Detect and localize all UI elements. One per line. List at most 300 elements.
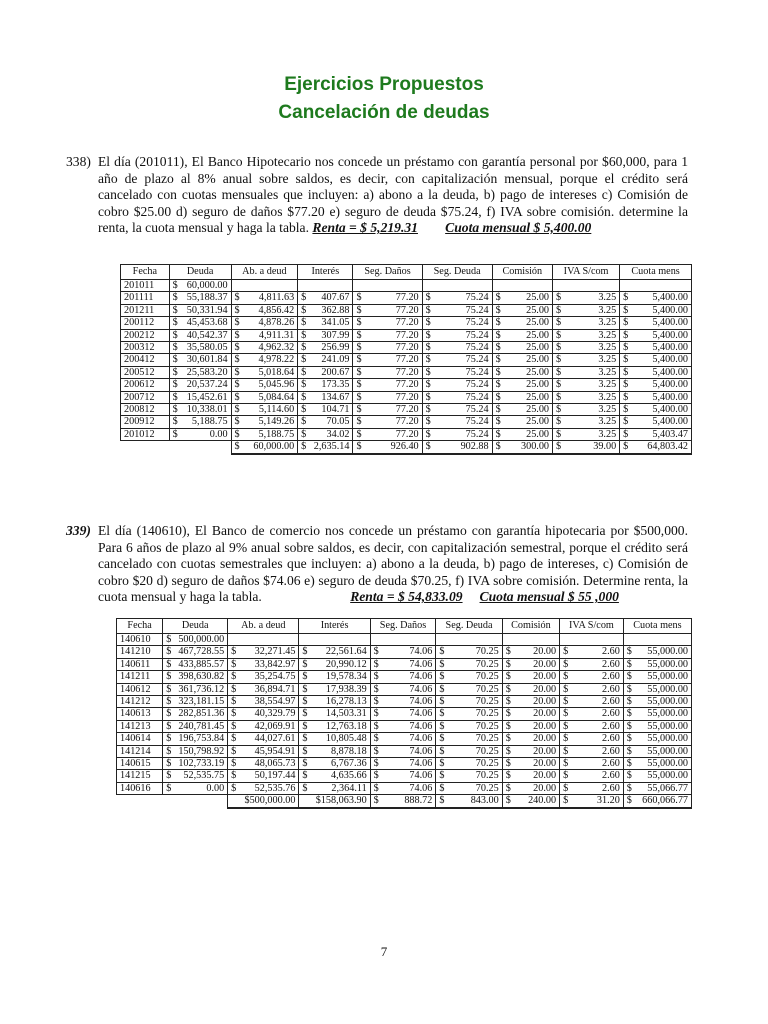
amount-cell: $ 70.05 xyxy=(298,416,353,428)
amount-cell: $ 75.24 xyxy=(422,292,492,304)
total-cell: $ 2,635.14 xyxy=(298,441,353,454)
amount-cell: $ 20.00 xyxy=(502,646,559,658)
amount-cell: $ 5,400.00 xyxy=(620,317,692,329)
amount-cell: $ 398,630.82 xyxy=(163,671,228,683)
amount-cell: $ 77.20 xyxy=(353,428,422,440)
amount-cell: $ 75.24 xyxy=(422,404,492,416)
amount-cell: $ 77.20 xyxy=(353,342,422,354)
amount-cell: $ 70.25 xyxy=(436,696,502,708)
amount-cell: $ 25.00 xyxy=(492,379,552,391)
amount-cell: $ 5,400.00 xyxy=(620,366,692,378)
column-header: IVA S/com xyxy=(560,619,624,634)
date-cell: 200212 xyxy=(121,329,170,341)
amount-cell: $ 75.24 xyxy=(422,428,492,440)
amount-cell xyxy=(231,280,298,292)
amount-cell: $ 77.20 xyxy=(353,391,422,403)
amount-cell: $ 77.20 xyxy=(353,317,422,329)
table-row xyxy=(117,770,692,782)
total-cell: $ 39.00 xyxy=(553,441,620,454)
amount-cell: $ 10,805.48 xyxy=(299,733,370,745)
amount-cell: $ 74.06 xyxy=(370,646,436,658)
amount-cell: $ 75.24 xyxy=(422,304,492,316)
amount-cell: $ 20.00 xyxy=(502,720,559,732)
table-row xyxy=(121,416,692,428)
amount-cell: $ 2.60 xyxy=(560,696,624,708)
amount-cell: $ 75.24 xyxy=(422,329,492,341)
amount-cell: $ 77.20 xyxy=(353,379,422,391)
column-header: Ab. a deud xyxy=(231,265,298,280)
amount-cell: $ 50,331.94 xyxy=(169,304,231,316)
amount-cell: $ 5,400.00 xyxy=(620,342,692,354)
amount-cell: $ 17,938.39 xyxy=(299,683,370,695)
amount-cell: $ 362.88 xyxy=(298,304,353,316)
table-row xyxy=(117,758,692,770)
table-row xyxy=(117,782,692,794)
amount-cell: $ 55,000.00 xyxy=(623,646,691,658)
amount-cell: $ 55,000.00 xyxy=(623,770,691,782)
amount-cell xyxy=(422,280,492,292)
table-row xyxy=(121,342,692,354)
amount-cell: $ 25.00 xyxy=(492,366,552,378)
amount-cell: $ 20.00 xyxy=(502,708,559,720)
date-cell: 140611 xyxy=(117,658,163,670)
amount-cell: $ 25.00 xyxy=(492,342,552,354)
answer-renta: Renta = $ 54,833.09 xyxy=(350,589,463,604)
amount-cell: $ 55,000.00 xyxy=(623,696,691,708)
amount-cell: $ 75.24 xyxy=(422,366,492,378)
column-header: Deuda xyxy=(169,265,231,280)
column-header: Cuota mens xyxy=(623,619,691,634)
total-cell: $ 60,000.00 xyxy=(231,441,298,454)
answer-cuota: Cuota mensual $ 5,400.00 xyxy=(445,220,592,235)
date-cell: 201211 xyxy=(121,304,170,316)
amount-cell: $ 45,954.91 xyxy=(228,745,299,757)
totals-row xyxy=(117,795,692,808)
amount-cell: $ 2.60 xyxy=(560,646,624,658)
amount-cell: $ 25.00 xyxy=(492,304,552,316)
amount-cell: $ 55,000.00 xyxy=(623,708,691,720)
amount-cell: $ 30,601.84 xyxy=(169,354,231,366)
column-header: Comisión xyxy=(492,265,552,280)
amount-cell: $ 20.00 xyxy=(502,758,559,770)
amount-cell xyxy=(298,280,353,292)
date-cell: 201111 xyxy=(121,292,170,304)
problem-338 xyxy=(66,154,688,237)
table-row xyxy=(117,671,692,683)
amount-cell: $ 77.20 xyxy=(353,292,422,304)
amount-cell xyxy=(502,634,559,646)
amount-cell: $ 74.06 xyxy=(370,671,436,683)
amount-cell: $ 4,878.26 xyxy=(231,317,298,329)
amount-cell: $ 2.60 xyxy=(560,708,624,720)
amount-cell: $ 70.25 xyxy=(436,745,502,757)
amount-cell: $ 20.00 xyxy=(502,696,559,708)
table-row xyxy=(117,745,692,757)
table-row xyxy=(121,292,692,304)
table-row xyxy=(117,708,692,720)
table-header-row xyxy=(117,619,692,634)
amount-cell: $ 55,000.00 xyxy=(623,758,691,770)
total-cell: $ 902.88 xyxy=(422,441,492,454)
amount-cell: $ 19,578.34 xyxy=(299,671,370,683)
date-cell: 200112 xyxy=(121,317,170,329)
table-row xyxy=(117,658,692,670)
table-row xyxy=(121,329,692,341)
amount-cell: $ 5,400.00 xyxy=(620,304,692,316)
amount-cell: $ 5,188.75 xyxy=(231,428,298,440)
date-cell: 141213 xyxy=(117,720,163,732)
date-cell: 200712 xyxy=(121,391,170,403)
amount-cell: $ 5,114.60 xyxy=(231,404,298,416)
amount-cell: $ 35,580.05 xyxy=(169,342,231,354)
table-row xyxy=(117,634,692,646)
amount-cell: $ 70.25 xyxy=(436,782,502,794)
amount-cell: $ 3.25 xyxy=(553,416,620,428)
amount-cell xyxy=(436,634,502,646)
amount-cell: $ 3.25 xyxy=(553,379,620,391)
amount-cell: $ 55,000.00 xyxy=(623,720,691,732)
amount-cell: $ 240,781.45 xyxy=(163,720,228,732)
amount-cell: $ 42,069.91 xyxy=(228,720,299,732)
problem-number: 338) xyxy=(66,154,91,169)
amount-cell: $ 3.25 xyxy=(553,329,620,341)
total-cell: $ 843.00 xyxy=(436,795,502,808)
amount-cell: $ 75.24 xyxy=(422,342,492,354)
blank-cell xyxy=(163,795,228,808)
amount-cell: $ 241.09 xyxy=(298,354,353,366)
totals-row xyxy=(121,441,692,454)
amount-cell: $ 25.00 xyxy=(492,428,552,440)
amount-cell: $ 2,364.11 xyxy=(299,782,370,794)
page-number: 7 xyxy=(380,944,388,959)
table-row xyxy=(121,404,692,416)
date-cell: 140613 xyxy=(117,708,163,720)
table-row xyxy=(121,391,692,403)
amount-cell: $ 35,254.75 xyxy=(228,671,299,683)
amount-cell: $ 4,635.66 xyxy=(299,770,370,782)
amount-cell: $ 433,885.57 xyxy=(163,658,228,670)
amount-cell: $ 2.60 xyxy=(560,658,624,670)
column-header: Seg. Deuda xyxy=(436,619,502,634)
amount-cell: $ 38,554.97 xyxy=(228,696,299,708)
table-row xyxy=(121,354,692,366)
amount-cell: $ 77.20 xyxy=(353,329,422,341)
amount-cell: $ 5,084.64 xyxy=(231,391,298,403)
amount-cell: $ 70.25 xyxy=(436,646,502,658)
amount-cell: $ 60,000.00 xyxy=(169,280,231,292)
total-cell: $158,063.90 xyxy=(299,795,370,808)
amount-cell: $ 3.25 xyxy=(553,317,620,329)
amount-cell: $ 77.20 xyxy=(353,304,422,316)
amount-cell: $ 5,149.26 xyxy=(231,416,298,428)
amount-cell: $ 33,842.97 xyxy=(228,658,299,670)
amount-cell: $ 20.00 xyxy=(502,733,559,745)
amount-cell: $ 3.25 xyxy=(553,366,620,378)
amount-cell xyxy=(560,634,624,646)
amount-cell: $ 75.24 xyxy=(422,379,492,391)
amount-cell: $ 2.60 xyxy=(560,782,624,794)
column-header: Seg. Daños xyxy=(353,265,422,280)
date-cell: 141211 xyxy=(117,671,163,683)
column-header: Comisión xyxy=(502,619,559,634)
amount-cell: $ 25.00 xyxy=(492,317,552,329)
amount-cell: $ 70.25 xyxy=(436,683,502,695)
date-cell: 201011 xyxy=(121,280,170,292)
total-cell: $ 660,066.77 xyxy=(623,795,691,808)
amount-cell: $ 14,503.31 xyxy=(299,708,370,720)
amount-cell: $ 4,962.32 xyxy=(231,342,298,354)
amount-cell: $ 77.20 xyxy=(353,416,422,428)
amount-cell: $ 74.06 xyxy=(370,745,436,757)
amount-cell: $ 74.06 xyxy=(370,770,436,782)
amount-cell: $ 55,000.00 xyxy=(623,671,691,683)
amount-cell: $ 20.00 xyxy=(502,671,559,683)
amount-cell: $ 6,767.36 xyxy=(299,758,370,770)
amount-cell: $ 407.67 xyxy=(298,292,353,304)
amount-cell: $ 2.60 xyxy=(560,758,624,770)
answer-renta: Renta = $ 5,219.31 xyxy=(312,220,418,235)
date-cell: 200312 xyxy=(121,342,170,354)
amount-cell: $ 4,811.63 xyxy=(231,292,298,304)
amount-cell: $ 75.24 xyxy=(422,354,492,366)
date-cell: 141214 xyxy=(117,745,163,757)
problem-339 xyxy=(66,523,688,606)
amount-cell: $ 40,329.79 xyxy=(228,708,299,720)
amount-cell: $ 5,400.00 xyxy=(620,354,692,366)
amount-cell: $ 74.06 xyxy=(370,696,436,708)
amount-cell: $ 134.67 xyxy=(298,391,353,403)
amount-cell: $ 3.25 xyxy=(553,354,620,366)
page-subtitle: Cancelación de deudas xyxy=(278,102,490,123)
amount-cell: $ 200.67 xyxy=(298,366,353,378)
amount-cell: $ 20.00 xyxy=(502,745,559,757)
column-header: Seg. Daños xyxy=(370,619,436,634)
amount-cell: $ 323,181.15 xyxy=(163,696,228,708)
amount-cell: $ 12,763.18 xyxy=(299,720,370,732)
amount-cell: $ 196,753.84 xyxy=(163,733,228,745)
amount-cell xyxy=(228,634,299,646)
total-cell: $ 888.72 xyxy=(370,795,436,808)
amount-cell: $ 25.00 xyxy=(492,404,552,416)
amount-cell: $ 3.25 xyxy=(553,342,620,354)
amount-cell: $ 48,065.73 xyxy=(228,758,299,770)
amount-cell: $ 341.05 xyxy=(298,317,353,329)
amount-cell: $ 3.25 xyxy=(553,391,620,403)
table-row xyxy=(117,646,692,658)
column-header: IVA S/com xyxy=(553,265,620,280)
amount-cell: $ 10,338.01 xyxy=(169,404,231,416)
amount-cell: $ 8,878.18 xyxy=(299,745,370,757)
amount-cell: $ 25.00 xyxy=(492,354,552,366)
table-row xyxy=(117,733,692,745)
amount-cell: $ 25.00 xyxy=(492,292,552,304)
amount-cell: $ 74.06 xyxy=(370,782,436,794)
amount-cell: $ 20.00 xyxy=(502,683,559,695)
amount-cell: $ 32,271.45 xyxy=(228,646,299,658)
amount-cell: $ 45,453.68 xyxy=(169,317,231,329)
amount-cell: $ 75.24 xyxy=(422,416,492,428)
column-header: Interés xyxy=(299,619,370,634)
amount-cell: $ 52,535.76 xyxy=(228,782,299,794)
amount-cell xyxy=(353,280,422,292)
amount-cell: $ 5,400.00 xyxy=(620,404,692,416)
amount-cell: $ 2.60 xyxy=(560,671,624,683)
amount-cell: $ 5,400.00 xyxy=(620,329,692,341)
amount-cell: $ 20,537.24 xyxy=(169,379,231,391)
amount-cell: $ 77.20 xyxy=(353,404,422,416)
amount-cell: $ 70.25 xyxy=(436,720,502,732)
amount-cell: $ 22,561.64 xyxy=(299,646,370,658)
amount-cell: $ 74.06 xyxy=(370,720,436,732)
date-cell: 140615 xyxy=(117,758,163,770)
amount-cell: $ 4,911.31 xyxy=(231,329,298,341)
amount-cell: $ 5,018.64 xyxy=(231,366,298,378)
total-cell: $ 240.00 xyxy=(502,795,559,808)
amount-cell: $ 70.25 xyxy=(436,733,502,745)
amount-cell: $ 20,990.12 xyxy=(299,658,370,670)
date-cell: 200612 xyxy=(121,379,170,391)
amount-cell: $ 74.06 xyxy=(370,758,436,770)
date-cell: 140610 xyxy=(117,634,163,646)
amount-cell: $ 500,000.00 xyxy=(163,634,228,646)
date-cell: 141215 xyxy=(117,770,163,782)
date-cell: 201012 xyxy=(121,428,170,440)
amount-cell: $ 5,400.00 xyxy=(620,379,692,391)
amount-cell: $ 2.60 xyxy=(560,745,624,757)
amount-cell: $ 3.25 xyxy=(553,428,620,440)
table-row xyxy=(121,366,692,378)
table-row xyxy=(121,428,692,440)
amount-cell: $ 77.20 xyxy=(353,354,422,366)
amount-cell: $ 74.06 xyxy=(370,733,436,745)
amount-cell: $ 34.02 xyxy=(298,428,353,440)
amount-cell: $ 20.00 xyxy=(502,782,559,794)
amount-cell: $ 20.00 xyxy=(502,658,559,670)
amount-cell: $ 44,027.61 xyxy=(228,733,299,745)
table-row xyxy=(121,379,692,391)
amount-cell: $ 55,188.37 xyxy=(169,292,231,304)
column-header: Fecha xyxy=(117,619,163,634)
blank-cell xyxy=(121,441,170,454)
column-header: Deuda xyxy=(163,619,228,634)
amount-cell xyxy=(492,280,552,292)
amount-cell xyxy=(623,634,691,646)
amount-cell: $ 150,798.92 xyxy=(163,745,228,757)
amount-cell: $ 361,736.12 xyxy=(163,683,228,695)
amount-cell: $ 5,400.00 xyxy=(620,391,692,403)
table-header-row xyxy=(121,265,692,280)
amount-cell: $ 74.06 xyxy=(370,658,436,670)
amount-cell: $ 55,066.77 xyxy=(623,782,691,794)
amount-cell: $ 5,045.96 xyxy=(231,379,298,391)
amount-cell: $ 4,978.22 xyxy=(231,354,298,366)
amount-cell: $ 50,197.44 xyxy=(228,770,299,782)
table-row xyxy=(121,317,692,329)
amount-cell: $ 256.99 xyxy=(298,342,353,354)
amount-cell: $ 55,000.00 xyxy=(623,683,691,695)
amount-cell: $ 70.25 xyxy=(436,671,502,683)
amount-cell: $ 25,583.20 xyxy=(169,366,231,378)
amount-cell: $ 70.25 xyxy=(436,658,502,670)
amount-cell: $ 52,535.75 xyxy=(163,770,228,782)
amount-cell: $ 25.00 xyxy=(492,391,552,403)
amount-cell: $ 25.00 xyxy=(492,329,552,341)
column-header: Seg. Deuda xyxy=(422,265,492,280)
amount-cell: $ 2.60 xyxy=(560,733,624,745)
blank-cell xyxy=(169,441,231,454)
amount-cell: $ 25.00 xyxy=(492,416,552,428)
date-cell: 200512 xyxy=(121,366,170,378)
total-cell: $500,000.00 xyxy=(228,795,299,808)
date-cell: 140612 xyxy=(117,683,163,695)
amount-cell: $ 467,728.55 xyxy=(163,646,228,658)
total-cell: $ 64,803.42 xyxy=(620,441,692,454)
table-row xyxy=(117,720,692,732)
amount-cell: $ 282,851.36 xyxy=(163,708,228,720)
amount-cell: $ 74.06 xyxy=(370,683,436,695)
amount-cell: $ 3.25 xyxy=(553,404,620,416)
amount-cell: $ 3.25 xyxy=(553,304,620,316)
page-title: Ejercicios Propuestos xyxy=(284,74,484,95)
total-cell: $ 300.00 xyxy=(492,441,552,454)
amount-cell: $ 36,894.71 xyxy=(228,683,299,695)
total-cell: $ 926.40 xyxy=(353,441,422,454)
amount-cell xyxy=(553,280,620,292)
date-cell: 200412 xyxy=(121,354,170,366)
problem-number: 339) xyxy=(66,523,91,538)
amount-cell: $ 3.25 xyxy=(553,292,620,304)
amount-cell: $ 55,000.00 xyxy=(623,658,691,670)
date-cell: 141212 xyxy=(117,696,163,708)
amount-cell: $ 5,403.47 xyxy=(620,428,692,440)
table-row xyxy=(117,683,692,695)
amount-cell: $ 104.71 xyxy=(298,404,353,416)
answer-cuota: Cuota mensual $ 55 ,000 xyxy=(479,589,619,604)
total-cell: $ 31.20 xyxy=(560,795,624,808)
amount-cell xyxy=(370,634,436,646)
column-header: Cuota mens xyxy=(620,265,692,280)
column-header: Fecha xyxy=(121,265,170,280)
amount-cell: $ 70.25 xyxy=(436,770,502,782)
amount-cell: $ 173.35 xyxy=(298,379,353,391)
amount-cell: $ 70.25 xyxy=(436,708,502,720)
amount-cell: $ 0.00 xyxy=(169,428,231,440)
table-row xyxy=(121,280,692,292)
amount-cell: $ 75.24 xyxy=(422,317,492,329)
problem-statement: El día (201011), El Banco Hipotecario nos concede un préstamo con garantía personal por $60,000, para 1 año de plazo al 8% anual sobre saldos, es decir, con capitalización mensual, porque el crédito será cancelado con cuotas mensuales que incluyen: a) abono a la deuda, b) pago de intereses c) Comisión de cobro $25.00 d) seguro de daños $77.20 e) seguro de deuda $75.24, f) IVA sobre comisión. determine la renta, la cuota mensual y haga la tabla. xyxy=(98,154,688,235)
amount-cell: $ 16,278.13 xyxy=(299,696,370,708)
table-row xyxy=(121,304,692,316)
table-row xyxy=(117,696,692,708)
amount-cell: $ 15,452.61 xyxy=(169,391,231,403)
amount-cell: $ 5,188.75 xyxy=(169,416,231,428)
amount-cell: $ 20.00 xyxy=(502,770,559,782)
date-cell: 140616 xyxy=(117,782,163,794)
amount-cell: $ 4,856.42 xyxy=(231,304,298,316)
amount-cell: $ 2.60 xyxy=(560,720,624,732)
amount-cell: $ 70.25 xyxy=(436,758,502,770)
date-cell: 141210 xyxy=(117,646,163,658)
date-cell: 200912 xyxy=(121,416,170,428)
amount-cell: $ 40,542.37 xyxy=(169,329,231,341)
amortization-table-338 xyxy=(120,264,692,455)
amortization-table-339 xyxy=(116,618,692,809)
amount-cell: $ 75.24 xyxy=(422,391,492,403)
amount-cell: $ 55,000.00 xyxy=(623,733,691,745)
amount-cell xyxy=(299,634,370,646)
blank-cell xyxy=(117,795,163,808)
amount-cell xyxy=(620,280,692,292)
